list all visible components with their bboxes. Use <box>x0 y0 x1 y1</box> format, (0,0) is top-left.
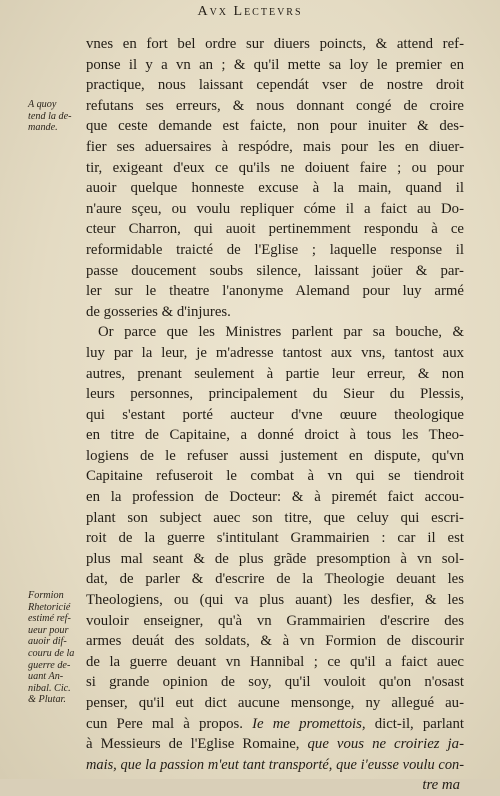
text-line <box>86 302 464 323</box>
line-italic-text: que vous ne croiriez ja- <box>299 736 464 753</box>
line-text: si grande opinion de soy, qu'il vouloit qu'on n'osast <box>86 674 464 691</box>
margin-note-line: ueur pour <box>28 624 69 636</box>
text-line <box>86 755 464 776</box>
text-line <box>86 549 464 570</box>
catchword <box>86 775 464 796</box>
line-text: luy par la leur, je m'adresse tantost aux vns, tantost aux <box>86 344 464 361</box>
text-line <box>86 240 464 261</box>
line-text: dat, de parler & d'escrire de la Theologie deuant les <box>86 571 464 588</box>
line-text: à Messieurs de l'Eglise Romaine, <box>86 736 300 753</box>
line-text-tail: dict-il, parlant <box>365 715 464 732</box>
line-text: qui s'estant porté aucteur d'vne œuure theologique <box>86 406 464 423</box>
line-text: armes deuát des soldats, & à vn Formion de discourir <box>86 633 464 650</box>
text-line <box>86 158 464 179</box>
text-line <box>86 611 464 632</box>
margin-note-line: auoir dif- <box>28 636 67 648</box>
line-text: de la guerre deuant vn Hannibal ; ce qu'il a faict auec <box>86 653 464 670</box>
line-text: de gosseries & d'injures. <box>86 303 231 320</box>
margin-note-line: Rhetoricié <box>28 601 71 613</box>
text-line <box>86 55 464 76</box>
line-text: plus mal seant & de plus grãde presomption à vn sol- <box>86 550 464 567</box>
text-line <box>86 364 464 385</box>
text-line <box>86 405 464 426</box>
text-line <box>86 508 464 529</box>
line-text: roit de la guerre s'intitulant Grammairien : car il est <box>86 530 464 547</box>
line-text: vouloir enseigner, qu'à vn Grammairien d'escrire des <box>86 612 464 629</box>
text-line <box>86 343 464 364</box>
line-italic-text: Ie me promettois, <box>242 715 366 732</box>
text-line <box>86 652 464 673</box>
text-line <box>86 322 464 343</box>
running-head: Avx Lectevrs <box>197 4 303 19</box>
text-line <box>86 199 464 220</box>
margin-note-line: Formion <box>28 590 64 601</box>
line-text: n'aure sçeu, ou voulu repliquer cóme il a faict au Do- <box>86 200 464 217</box>
line-text: vnes en fort bel ordre sur diuers poincts, & attend ref- <box>86 36 464 52</box>
text-line <box>86 137 464 158</box>
margin-note-line: couru de la <box>28 647 75 659</box>
line-text: reformidable traicté de l'Eglise ; laquelle responsе il <box>86 241 464 258</box>
text-line <box>86 672 464 693</box>
line-text: passe doucement soubs silence, laissant joüer & par- <box>86 262 464 279</box>
text-line <box>86 425 464 446</box>
line-text: Theologiens, ou (qui va plus auant) les desfier, & les <box>86 592 464 609</box>
line-text: auoir quelque honneste excuse à la main, quand il <box>86 180 464 197</box>
text-line <box>86 446 464 467</box>
text-line <box>86 96 464 117</box>
text-line <box>86 384 464 405</box>
text-line <box>86 261 464 282</box>
margin-note-line: estimé ref- <box>28 613 71 625</box>
margin-note-line: mande. <box>28 122 58 134</box>
line-text: que ceste demande est faicte, non pour inuiter & des- <box>86 118 464 135</box>
text-line <box>86 734 464 755</box>
line-text: plant son subject auec son titre, que celuy qui escri- <box>86 509 464 526</box>
line-text: autres, prenant seulement à partie leur erreur, & non <box>86 365 464 382</box>
body-text <box>86 34 464 796</box>
text-line <box>86 631 464 652</box>
margin-note-line: A quoy <box>28 99 57 110</box>
text-line <box>86 219 464 240</box>
catchword-text: tre ma <box>422 777 460 794</box>
text-line <box>86 693 464 714</box>
text-line <box>86 178 464 199</box>
line-text: cun Pere mal à propos. <box>86 715 243 732</box>
margin-note-line: nibal. Cic. <box>28 682 71 694</box>
text-line <box>86 528 464 549</box>
line-text: penser, qu'il eut dict aucune mensonge, ny allegué au- <box>86 695 464 711</box>
text-line <box>86 75 464 96</box>
text-line <box>86 569 464 590</box>
text-line <box>86 590 464 611</box>
text-line <box>86 466 464 487</box>
line-text: leurs personnes, principalement du Sieur du Plessis, <box>86 386 464 403</box>
margin-note-purpose <box>28 99 82 134</box>
line-text: ler sur le theatre l'anonyme Alemand pour luy armé <box>86 283 464 300</box>
text-line <box>86 487 464 508</box>
line-text: logiens de le refuser aussi justement en dispute, qu'vn <box>86 447 464 464</box>
line-italic-text: mais, que la passion m'eut tant transporté, que i'eusse voulu con- <box>86 756 464 773</box>
margin-note-line: & Plutar. <box>28 694 66 706</box>
margin-note-line: uant An- <box>28 671 64 683</box>
text-line <box>86 714 464 735</box>
line-text: ponse il y a vn an ; & qu'il mette sa loy le premier en <box>86 56 464 73</box>
line-text: en titre de Capitaine, a donné droict à tous les Theo- <box>86 427 464 444</box>
line-text: refutans ses erreurs, & nous donnant congé de croire <box>86 97 464 114</box>
margin-note-line: guerre de- <box>28 659 71 671</box>
margin-note-formion <box>28 590 82 706</box>
line-text: tir, exigeant d'eux ce qu'ils ne doiuent faire ; ou pour <box>86 159 464 176</box>
line-text: en la profession de Docteur: & à piremét faict accou- <box>86 489 464 506</box>
line-text: practique, nous laissant cependát vser de nostre droit <box>86 77 464 94</box>
line-text: Or parce que les Ministres parlent par sa bouche, & <box>98 324 464 341</box>
text-line <box>86 34 464 55</box>
text-line <box>86 281 464 302</box>
margin-note-line: tend la de- <box>28 110 72 122</box>
line-text: cteur Charron, qui auoit pertinemment respondu à ce <box>86 221 464 238</box>
text-line <box>86 116 464 137</box>
line-text: fier ses aduersaires à respódre, mais pour les en diuer- <box>86 138 464 155</box>
line-text: Capitaine refuseroit le combat à vn qui se tiendroit <box>86 468 464 485</box>
